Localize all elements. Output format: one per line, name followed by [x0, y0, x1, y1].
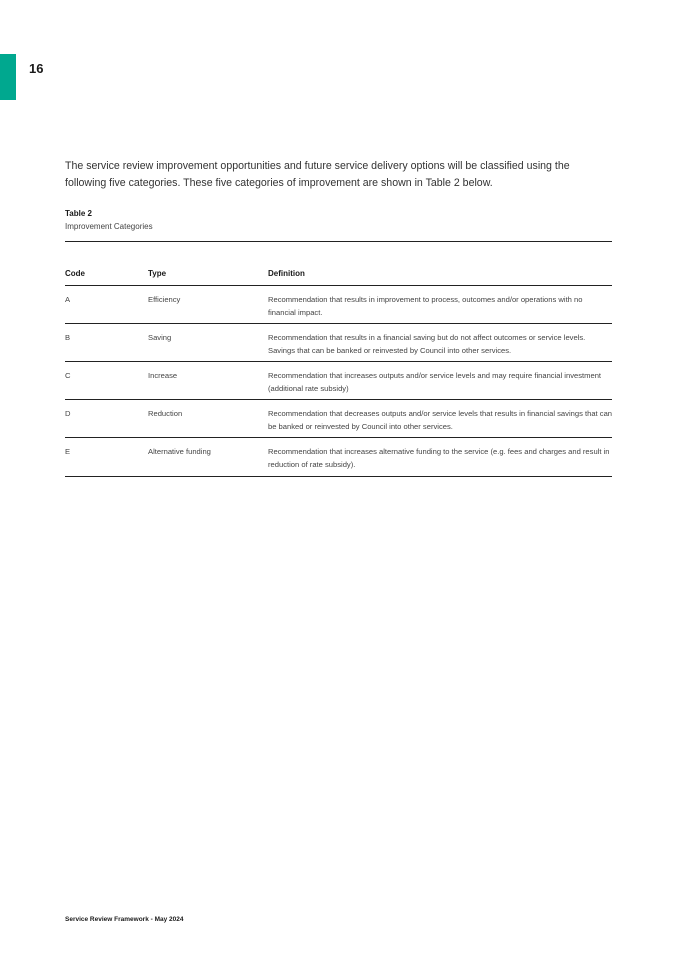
- cell-code: B: [65, 333, 71, 342]
- table-header-row: [65, 242, 612, 286]
- page-accent-tab: [0, 54, 16, 100]
- table-row: [65, 400, 612, 438]
- header-definition: Definition: [268, 269, 305, 278]
- table-row: [65, 286, 612, 324]
- improvement-categories-table: [65, 241, 612, 477]
- cell-definition: Recommendation that results in improvement to process, outcomes and/or operations with no financial impact.: [268, 295, 583, 317]
- cell-code: E: [65, 447, 71, 456]
- cell-type: Efficiency: [148, 295, 181, 304]
- page-footer: Service Review Framework - May 2024: [65, 916, 184, 923]
- table-title: Table 2: [65, 209, 92, 218]
- cell-definition: Recommendation that increases outputs and/or service levels and may require financial investment (additional rate subsidy): [268, 371, 602, 393]
- cell-type: Saving: [148, 333, 172, 342]
- page-number: 16: [29, 61, 44, 76]
- cell-type: Reduction: [148, 409, 183, 418]
- cell-definition: Recommendation that decreases outputs and/or service levels that results in financial savings that can be banked or reinvested by Council into other services.: [268, 409, 613, 431]
- table-row: [65, 362, 612, 400]
- cell-code: D: [65, 409, 71, 418]
- cell-code: A: [65, 295, 71, 304]
- cell-type: Alternative funding: [148, 447, 211, 456]
- table-subtitle: Improvement Categories: [65, 222, 153, 231]
- cell-type: Increase: [148, 371, 178, 380]
- table-row: [65, 438, 612, 476]
- header-type: Type: [148, 269, 167, 278]
- intro-paragraph: The service review improvement opportunities and future service delivery options will be classified using the following five categories. These five categories of improvement are shown in Table 2 below.: [65, 160, 570, 189]
- header-code: Code: [65, 269, 85, 278]
- cell-code: C: [65, 371, 71, 380]
- cell-definition: Recommendation that increases alternative funding to the service (e.g. fees and charges and result in reduction of rate subsidy).: [268, 447, 610, 469]
- cell-definition: Recommendation that results in a financial saving but do not affect outcomes or service levels. Savings that can be banked or reinvested by Council into other services.: [268, 333, 586, 355]
- table-row: [65, 324, 612, 362]
